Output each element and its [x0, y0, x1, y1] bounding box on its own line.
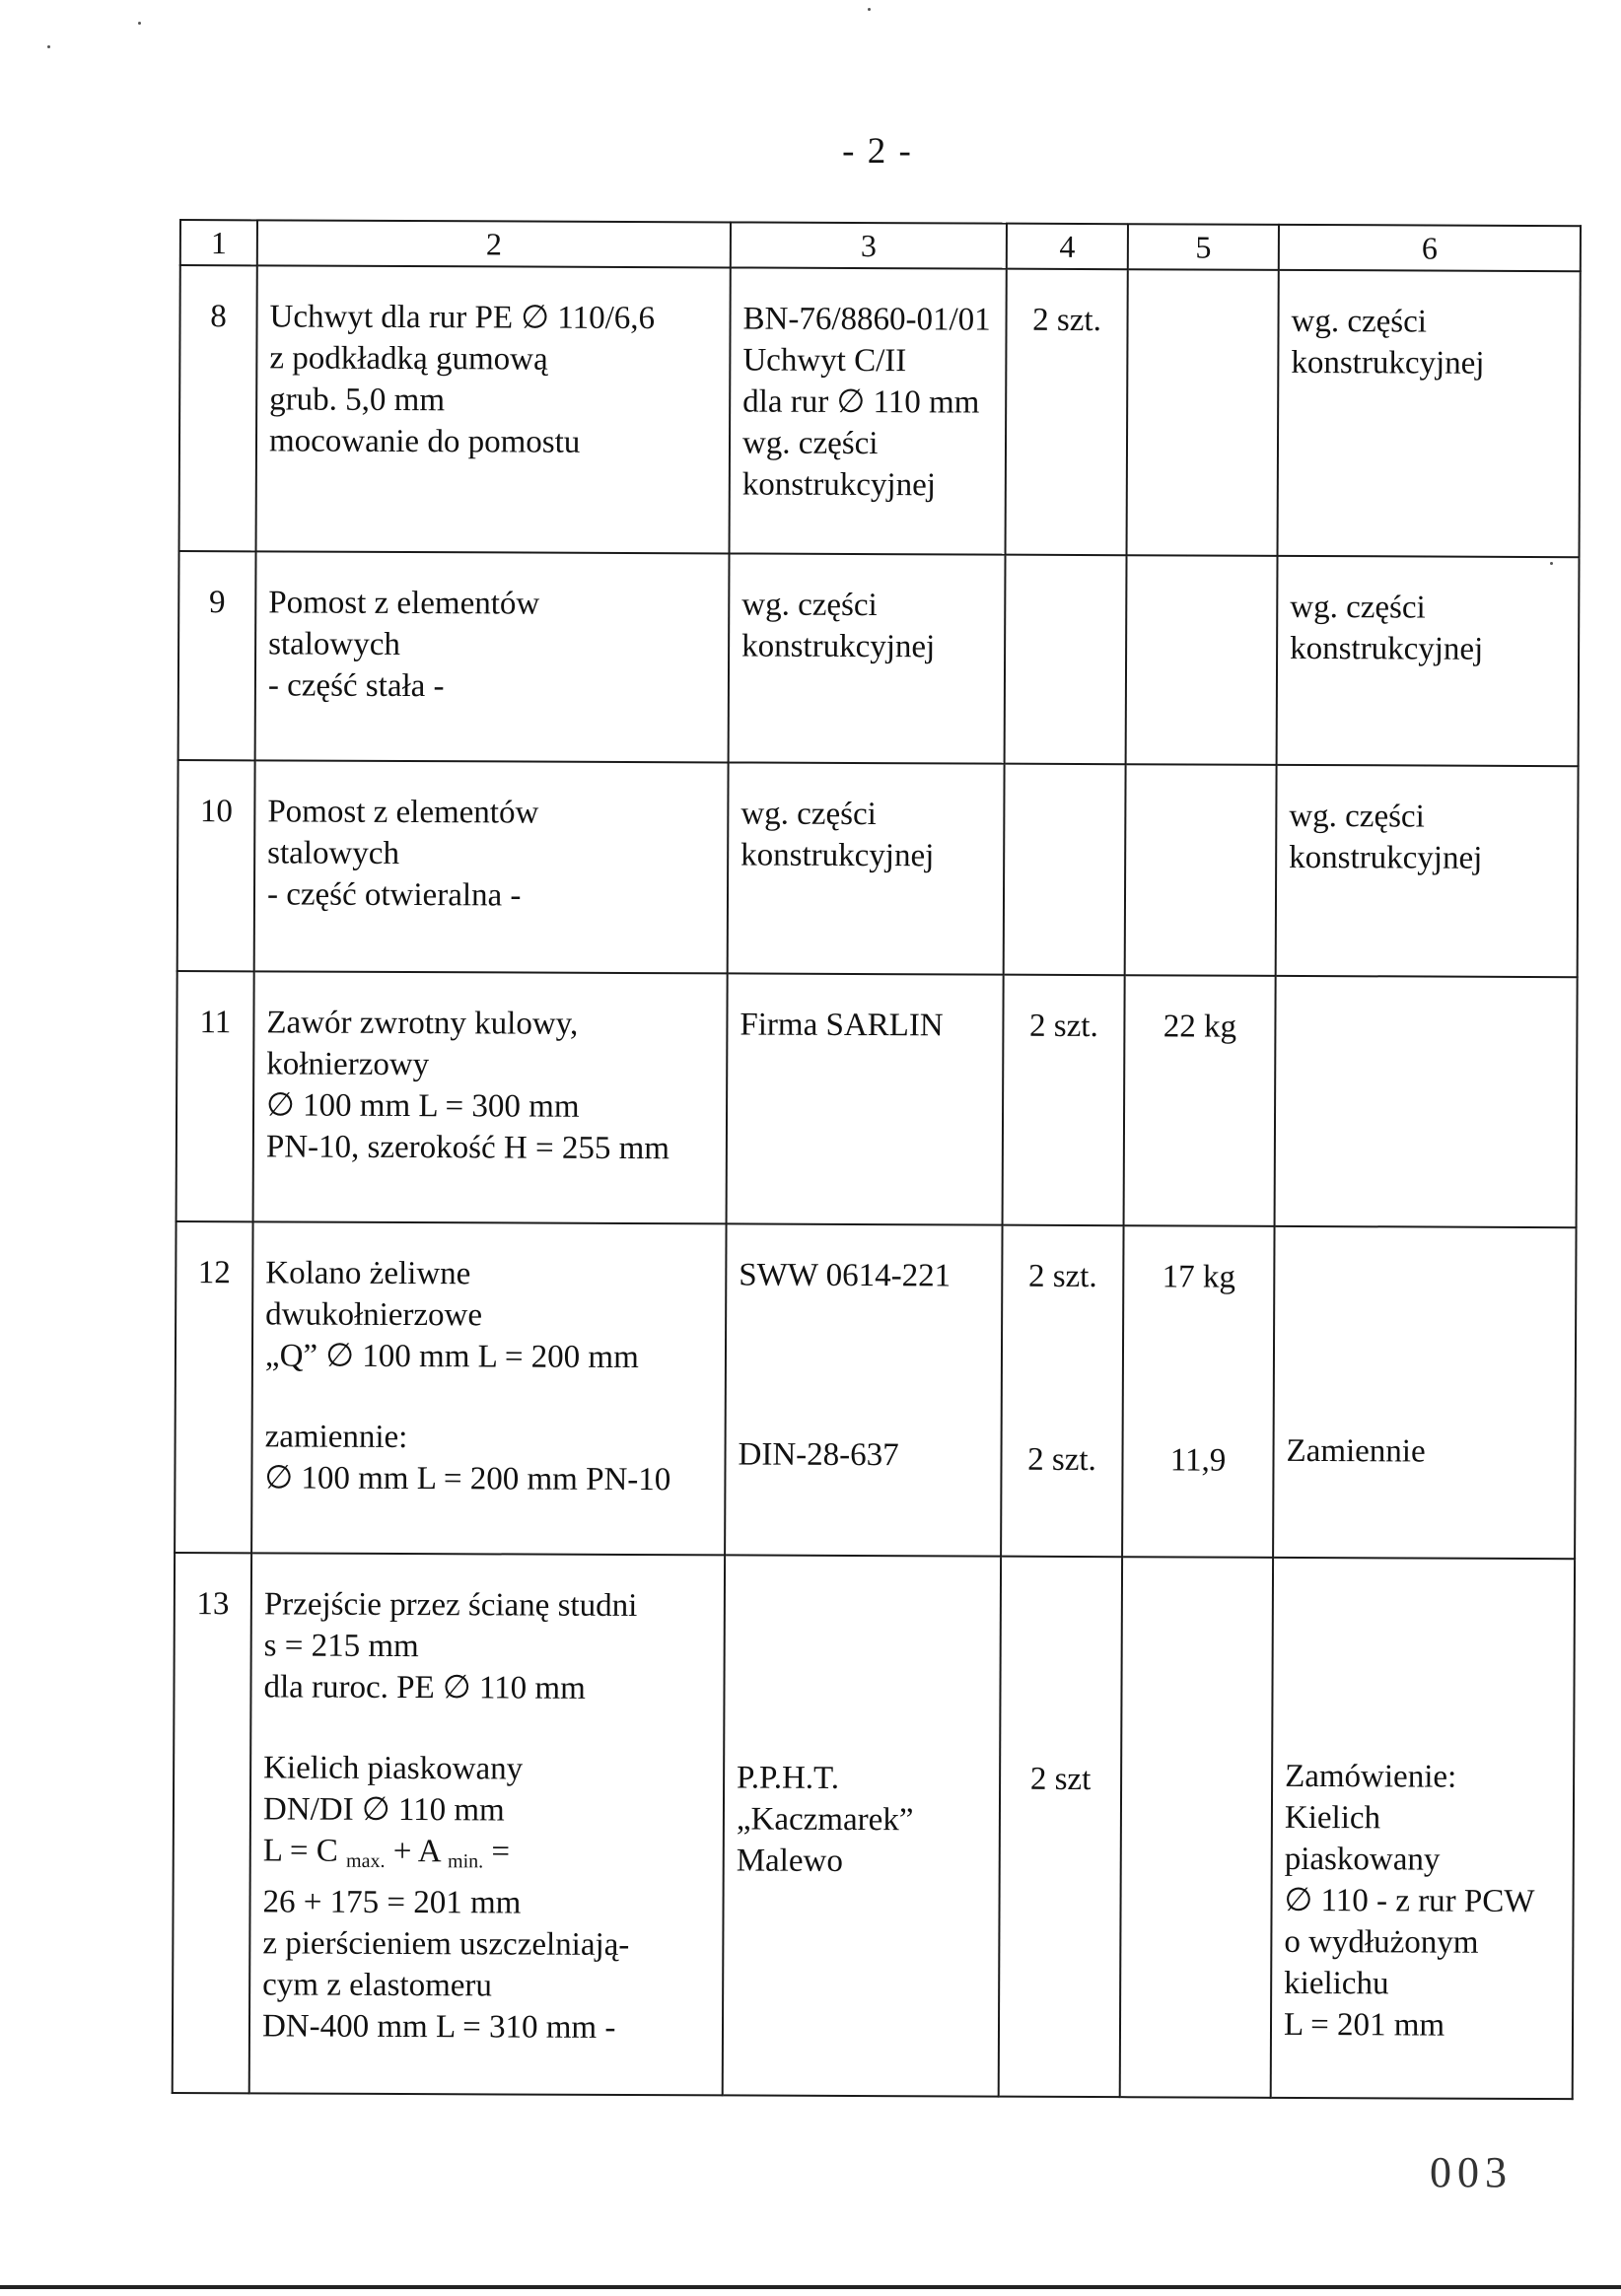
item-standard: Firma SARLIN — [727, 973, 1004, 1224]
item-remarks: wg. części konstrukcyjnej — [1278, 270, 1581, 557]
item-standard: wg. części konstrukcyjnej — [728, 762, 1005, 974]
item-quantity — [1004, 764, 1126, 976]
table-row — [175, 1221, 1576, 1559]
table-row — [173, 1553, 1575, 2099]
item-description: Zawór zwrotny kulowy, kołnierzowy ∅ 100 mm L = 300 mm PN-10, szerokość H = 255 mm — [253, 971, 728, 1223]
scan-speck — [1550, 562, 1553, 565]
page-code: 003 — [1430, 2148, 1513, 2196]
header-row — [180, 220, 1581, 271]
item-description: Uchwyt dla rur PE ∅ 110/6,6 z podkładką gumową grub. 5,0 mm mocowanie do pomostu — [256, 265, 731, 553]
item-mass — [1125, 764, 1277, 976]
row-number: 9 — [178, 551, 256, 760]
table-row — [178, 551, 1580, 766]
item-remarks: wg. części konstrukcyjnej — [1276, 765, 1579, 977]
scan-speck — [868, 8, 871, 11]
item-remarks: wg. części konstrukcyjnej — [1277, 556, 1580, 766]
table-row — [177, 760, 1579, 977]
item-mass — [1126, 555, 1278, 765]
item-quantity: 2 szt. — [1006, 269, 1128, 556]
item-standard: SWW 0614-221 DIN-28-637 — [725, 1223, 1002, 1556]
column-header: 6 — [1279, 225, 1581, 271]
scan-speck — [47, 45, 50, 48]
column-header: 1 — [180, 220, 257, 265]
item-mass: 22 kg — [1124, 975, 1276, 1226]
item-quantity: 2 szt — [999, 1557, 1122, 2098]
scan-speck — [138, 22, 141, 25]
item-description: Przejście przez ścianę studni s = 215 mm dla ruroc. PE ∅ 110 mm Kielich piaskowany DN/DI ∅ 110 mm L = C $_{max.}$ + A $_{min.}$ = 26 + 175 = 201 mm z pierścieniem uszczelniają- cym z elastomeru DN-400 mm L = 310 mm - — [249, 1553, 725, 2095]
row-number: 10 — [177, 760, 255, 971]
row-number: 11 — [176, 971, 254, 1221]
item-quantity: 2 szt. — [1003, 975, 1125, 1226]
alternative-mass: 11,9 — [1169, 1442, 1227, 1479]
item-quantity: 2 szt. 2 szt. — [1001, 1225, 1123, 1558]
row-number: 13 — [173, 1553, 251, 2093]
column-header: 4 — [1007, 224, 1128, 270]
table-row — [179, 265, 1581, 557]
column-header: 3 — [731, 222, 1007, 268]
column-header: 5 — [1128, 224, 1279, 270]
table-row — [176, 971, 1578, 1227]
page-number: - 2 - — [842, 131, 913, 172]
item-standard: BN-76/8860-01/01 Uchwyt C/II dla rur ∅ 110 mm wg. części konstrukcyjnej — [730, 267, 1007, 554]
alternative-quantity: 2 szt. — [1027, 1441, 1096, 1479]
length-formula: L = C $_{max.}$ + A $_{min.}$ = — [262, 1833, 511, 1873]
item-remarks — [1275, 976, 1578, 1227]
item-mass — [1127, 269, 1279, 556]
specification-table — [172, 219, 1582, 2100]
scan-edge-line — [0, 2285, 1621, 2289]
item-description: Pomost z elementów stalowych - część stała - — [255, 551, 730, 762]
item-remarks — [1273, 1226, 1576, 1559]
item-quantity — [1005, 555, 1127, 765]
column-header: 2 — [257, 220, 731, 267]
item-remarks: Zamówienie: Kielich piaskowany ∅ 110 - z rur PCW o wydłużonym kielichu L = 201 mm — [1271, 1558, 1575, 2099]
item-standard: P.P.H.T. „Kaczmarek” Malewo — [723, 1555, 1001, 2096]
item-mass — [1120, 1557, 1273, 2098]
item-mass: 17 kg 11,9 — [1122, 1225, 1274, 1558]
item-standard: wg. części konstrukcyjnej — [729, 553, 1006, 763]
alternative-remarks: Zamiennie — [1286, 1432, 1426, 1470]
alternative-standard: DIN-28-637 — [738, 1436, 899, 1474]
item-description: Pomost z elementów stalowych - część otwieralna - — [254, 760, 729, 973]
row-number: 8 — [179, 265, 257, 551]
item-description: Kolano żeliwne dwukołnierzowe „Q” ∅ 100 mm L = 200 mm zamiennie: ∅ 100 mm L = 200 mm PN-10 — [251, 1221, 726, 1555]
row-number: 12 — [175, 1221, 252, 1553]
